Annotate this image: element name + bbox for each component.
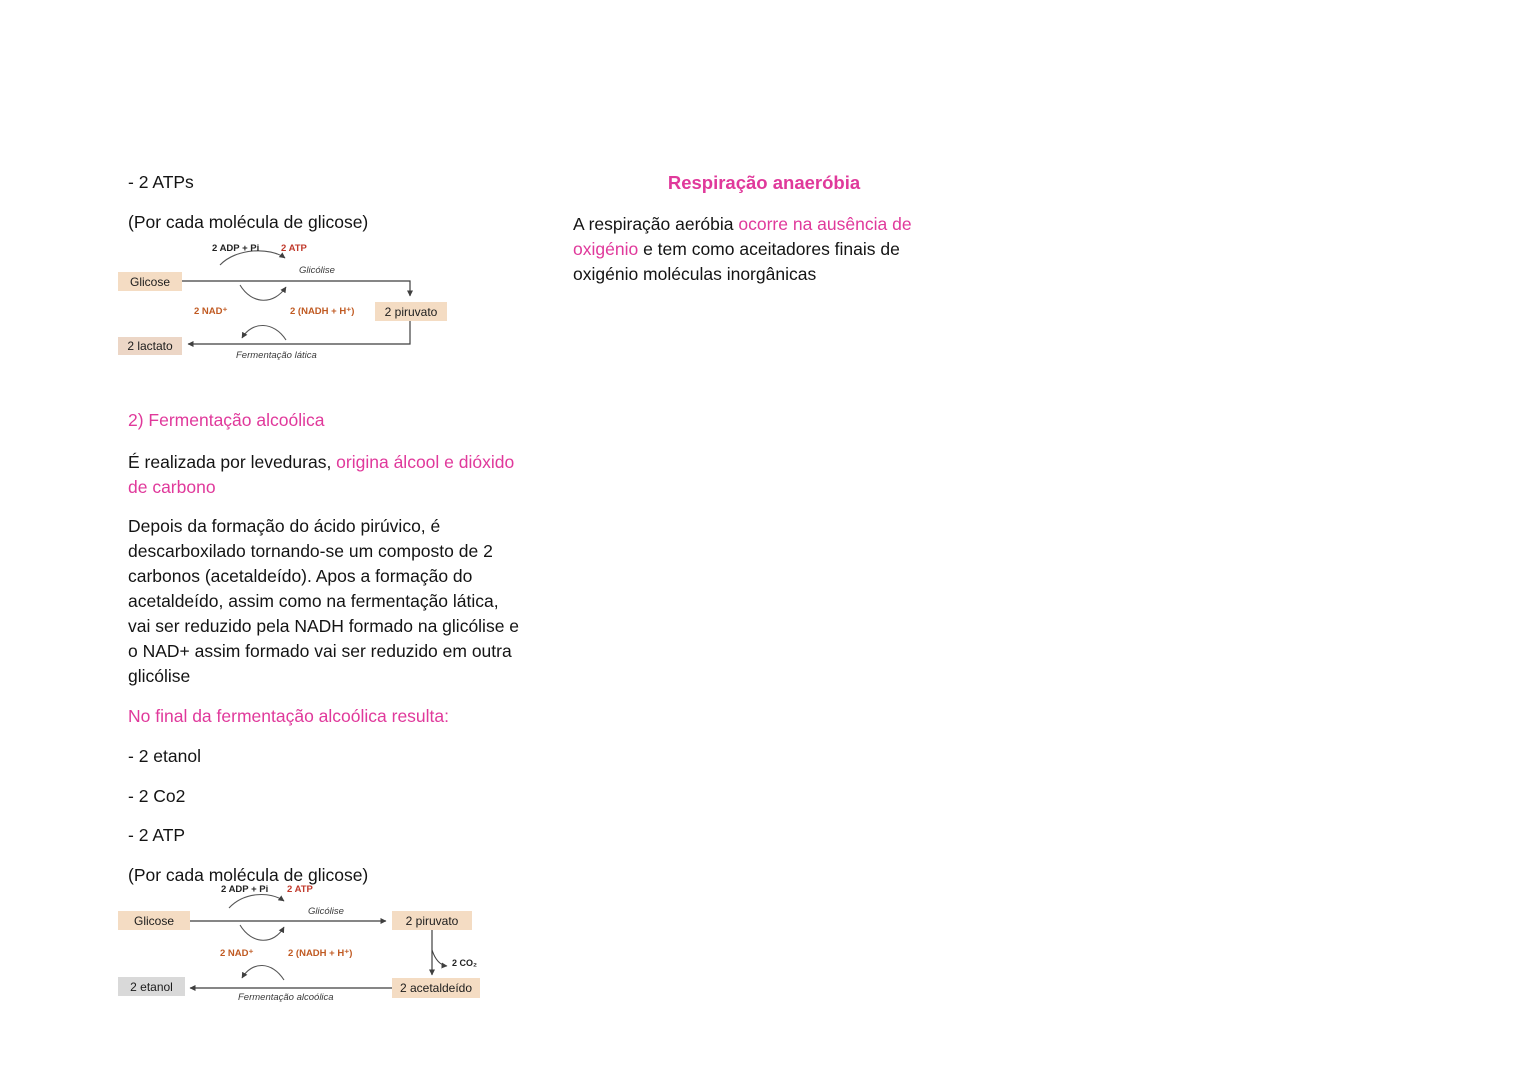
yeast-sentence-plain: É realizada por leveduras,: [128, 451, 337, 472]
nad-label: 2 NAD⁺: [220, 948, 254, 959]
adp-pi-label: 2 ADP + Pi: [212, 243, 260, 254]
glucose-box: Glicose: [118, 272, 182, 291]
nadh-label: 2 (NADH + H⁺): [288, 948, 353, 959]
alcoholic-fermentation-diagram: [118, 882, 486, 1012]
anaerobic-respiration-paragraph: [573, 212, 953, 287]
alcoholic-description-paragraph: Depois da formação do ácido pirúvico, é descarboxilado tornando-se um composto de 2 carbonos (acetaldeído). Apos a formação do acetaldeído, assim como na fermentação lática, vai ser reduzido pela NADH formado na glicólise e o NAD+ assim formado vai ser reduzido em outra glicólise: [128, 515, 520, 686]
anaerobic-paragraph-intro: A respiração aeróbia: [573, 213, 739, 234]
yeast-sentence-highlight: origina álcool e dióxido de carbono: [128, 451, 515, 497]
yeast-sentence: [128, 450, 520, 500]
result-item-ethanol: - 2 etanol: [128, 745, 201, 766]
co2-label: 2 CO₂: [452, 958, 478, 968]
glucose-box: Glicose: [118, 911, 190, 930]
lactic-fermentation-diagram: [118, 238, 463, 368]
alcoholic-section-heading: 2) Fermentação alcoólica: [128, 409, 325, 430]
result-item-atp: - 2 ATP: [128, 824, 186, 845]
pyruvate-box: 2 piruvato: [375, 302, 447, 321]
lactic-result-atp: - 2 ATPs: [128, 171, 194, 192]
alcoholic-process-label: Fermentação alcoólica: [238, 992, 334, 1003]
per-glucose-note-1: (Por cada molécula de glicose): [128, 211, 369, 232]
ethanol-box: 2 etanol: [118, 977, 185, 996]
anaerobic-paragraph-highlight: ocorre na ausência de oxigénio: [573, 213, 912, 259]
acetaldehyde-box: 2 acetaldeído: [392, 978, 480, 998]
atp-label: 2 ATP: [281, 243, 307, 254]
anaerobic-paragraph-rest: e tem como aceitadores finais de oxigénio moléculas inorgânicas: [573, 238, 900, 284]
results-heading: No final da fermentação alcoólica resulta:: [128, 705, 450, 726]
nad-label: 2 NAD⁺: [194, 306, 228, 317]
per-glucose-note-2: (Por cada molécula de glicose): [128, 864, 369, 885]
atp-label: 2 ATP: [287, 884, 313, 895]
adp-pi-label: 2 ADP + Pi: [221, 884, 269, 895]
glycolysis-label: Glicólise: [299, 265, 335, 276]
pyruvate-box: 2 piruvato: [392, 911, 472, 930]
result-item-co2: - 2 Co2: [128, 785, 186, 806]
anaerobic-respiration-heading: Respiração anaeróbia: [667, 171, 861, 193]
glycolysis-label: Glicólise: [308, 906, 344, 917]
lactic-process-label: Fermentação lática: [236, 350, 317, 361]
nadh-label: 2 (NADH + H⁺): [290, 306, 355, 317]
lactate-box: 2 lactato: [118, 337, 182, 355]
